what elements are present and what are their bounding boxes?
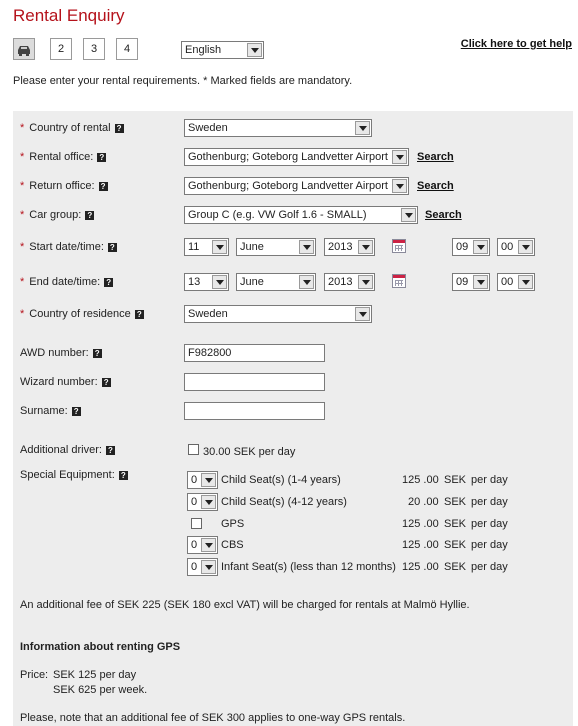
help-icon[interactable]: ? [106, 446, 115, 455]
end-day-select[interactable] [184, 273, 229, 291]
required-mark: * [20, 122, 25, 134]
chevron-down-icon [473, 275, 488, 289]
equipment-currency: SEK [444, 539, 467, 551]
return-office-select[interactable] [184, 177, 409, 195]
car-group-search-link[interactable]: Search [425, 209, 462, 221]
gps-one-way-note: Please, note that an additional fee of SEK 300 applies to one-way GPS rentals. [20, 712, 406, 724]
chevron-down-icon [518, 240, 533, 254]
label-text: Return office: [29, 180, 95, 192]
step-2-button[interactable]: 2 [50, 38, 72, 60]
chevron-down-icon [358, 275, 373, 289]
select-value: 2013 [328, 276, 353, 288]
label-text: Special Equipment: [20, 469, 115, 481]
equipment-price: 20 .00 [408, 496, 439, 508]
equipment-price: 125 .00 [402, 539, 439, 551]
child-seat-4-12-qty-select[interactable] [187, 493, 218, 511]
label-text: Surname: [20, 405, 68, 417]
start-day-select[interactable] [184, 238, 229, 256]
additional-driver-price: 30.00 SEK per day [203, 446, 296, 458]
equipment-name: Child Seat(s) (1-4 years) [221, 474, 341, 486]
chevron-down-icon [358, 240, 373, 254]
required-mark: * [20, 209, 25, 221]
equipment-price: 125 .00 [402, 474, 439, 486]
awd-number-label [20, 347, 102, 359]
equipment-unit: per day [471, 474, 508, 486]
equipment-name: Infant Seat(s) (less than 12 months) [221, 561, 396, 573]
gps-price-day: SEK 125 per day [53, 669, 137, 681]
equipment-price: 125 .00 [402, 561, 439, 573]
equipment-currency: SEK [444, 561, 467, 573]
intro-text: Please enter your rental requirements. * Marked fields are mandatory. [13, 75, 353, 87]
select-value: 0 [191, 539, 198, 551]
step-1-car-button[interactable] [13, 38, 35, 60]
gps-price-label: Price: [20, 669, 49, 681]
page-title: Rental Enquiry [13, 6, 125, 25]
select-value: Sweden [188, 308, 228, 320]
chevron-down-icon [201, 473, 216, 487]
select-value: Group C (e.g. VW Golf 1.6 - SMALL) [188, 209, 367, 221]
select-value: 0 [191, 496, 198, 508]
infant-seat-qty-select[interactable] [187, 558, 218, 576]
select-value: Gothenburg; Goteborg Landvetter Airport [188, 180, 388, 192]
select-value: Sweden [188, 122, 228, 134]
rental-office-search-link[interactable]: Search [417, 151, 454, 163]
equipment-unit: per day [471, 561, 508, 573]
wizard-number-input[interactable] [184, 373, 325, 391]
help-icon[interactable]: ? [97, 153, 106, 162]
car-icon [14, 39, 34, 59]
required-mark: * [20, 180, 25, 192]
chevron-down-icon [401, 208, 416, 222]
select-value: 13 [188, 276, 201, 288]
equipment-name: Child Seat(s) (4-12 years) [221, 496, 347, 508]
end-hour-select[interactable] [452, 273, 490, 291]
help-icon[interactable]: ? [119, 471, 128, 480]
help-icon[interactable]: ? [104, 278, 113, 287]
calendar-icon[interactable] [392, 274, 406, 288]
chevron-down-icon [299, 240, 314, 254]
fee-note: An additional fee of SEK 225 (SEK 180 excl VAT) will be charged for rentals at Malmö Hyllie. [20, 599, 470, 611]
end-datetime-label [20, 276, 113, 288]
select-value: 00 [501, 241, 514, 253]
required-mark: * [20, 241, 25, 253]
equipment-currency: SEK [444, 518, 467, 530]
start-minute-select[interactable] [497, 238, 535, 256]
chevron-down-icon [392, 150, 407, 164]
help-icon[interactable]: ? [85, 211, 94, 220]
gps-price-week: SEK 625 per week. [53, 684, 148, 696]
required-mark: * [20, 276, 25, 288]
surname-label [20, 405, 81, 417]
rental-office-label [20, 151, 106, 163]
step-4-button[interactable]: 4 [116, 38, 138, 60]
equipment-price: 125 .00 [402, 518, 439, 530]
chevron-down-icon [392, 179, 407, 193]
equipment-unit: per day [471, 539, 508, 551]
select-value: Gothenburg; Goteborg Landvetter Airport [188, 151, 388, 163]
end-month-select[interactable] [236, 273, 316, 291]
chevron-down-icon [355, 307, 370, 321]
wizard-number-label [20, 376, 111, 388]
select-value: June [240, 276, 264, 288]
step-3-button[interactable]: 3 [83, 38, 105, 60]
chevron-down-icon [355, 121, 370, 135]
country-of-rental-select[interactable] [184, 119, 372, 137]
label-text: Wizard number: [20, 376, 98, 388]
equipment-name: GPS [221, 518, 245, 530]
label-text: Country of rental [29, 122, 111, 134]
additional-driver-checkbox[interactable] [188, 444, 199, 455]
start-hour-select[interactable] [452, 238, 490, 256]
chevron-down-icon [201, 560, 216, 574]
language-select-value: English [185, 44, 222, 56]
gps-checkbox[interactable] [191, 518, 202, 529]
help-icon[interactable]: ? [99, 182, 108, 191]
end-minute-select[interactable] [497, 273, 535, 291]
label-text: AWD number: [20, 347, 89, 359]
gps-info-heading: Information about renting GPS [20, 641, 181, 653]
select-value: 0 [191, 474, 198, 486]
surname-input[interactable] [184, 402, 325, 420]
special-equipment-label [20, 469, 128, 481]
additional-driver-label [20, 444, 115, 456]
return-office-search-link[interactable]: Search [417, 180, 454, 192]
start-datetime-label [20, 241, 117, 253]
chevron-down-icon [518, 275, 533, 289]
label-text: Additional driver: [20, 444, 102, 456]
equipment-currency: SEK [444, 496, 467, 508]
return-office-label [20, 180, 108, 192]
cbs-qty-select[interactable] [187, 536, 218, 554]
end-year-select[interactable] [324, 273, 375, 291]
equipment-currency: SEK [444, 474, 467, 486]
child-seat-1-4-qty-select[interactable] [187, 471, 218, 489]
equipment-unit: per day [471, 496, 508, 508]
label-text: End date/time: [29, 276, 101, 288]
calendar-icon[interactable] [392, 239, 406, 253]
help-icon[interactable]: ? [72, 407, 81, 416]
select-value: June [240, 241, 264, 253]
help-icon[interactable]: ? [93, 349, 102, 358]
chevron-down-icon [201, 495, 216, 509]
select-value: 11 [188, 241, 200, 253]
help-icon[interactable]: ? [108, 243, 117, 252]
help-icon[interactable]: ? [135, 310, 144, 319]
car-group-label [20, 209, 94, 221]
select-value: 09 [456, 276, 469, 288]
select-value: 0 [191, 561, 198, 573]
country-of-rental-label [20, 122, 124, 134]
select-value: 2013 [328, 241, 353, 253]
car-group-select[interactable] [184, 206, 418, 224]
start-month-select[interactable] [236, 238, 316, 256]
label-text: Country of residence [29, 308, 131, 320]
awd-number-input[interactable]: F982800 [184, 344, 325, 362]
chevron-down-icon [247, 43, 262, 57]
equipment-name: CBS [221, 539, 244, 551]
language-select[interactable] [181, 41, 264, 59]
country-of-residence-label [20, 308, 144, 320]
help-icon[interactable]: ? [102, 378, 111, 387]
chevron-down-icon [299, 275, 314, 289]
select-value: 00 [501, 276, 514, 288]
rental-office-select[interactable] [184, 148, 409, 166]
label-text: Rental office: [29, 151, 94, 163]
label-text: Start date/time: [29, 241, 104, 253]
chevron-down-icon [212, 240, 227, 254]
chevron-down-icon [212, 275, 227, 289]
select-value: 09 [456, 241, 469, 253]
label-text: Car group: [29, 209, 82, 221]
required-mark: * [20, 308, 25, 320]
help-icon[interactable]: ? [115, 124, 124, 133]
chevron-down-icon [201, 538, 216, 552]
equipment-unit: per day [471, 518, 508, 530]
required-mark: * [20, 151, 25, 163]
country-of-residence-select[interactable] [184, 305, 372, 323]
start-year-select[interactable] [324, 238, 375, 256]
chevron-down-icon [473, 240, 488, 254]
help-link[interactable]: Click here to get help [460, 38, 572, 50]
